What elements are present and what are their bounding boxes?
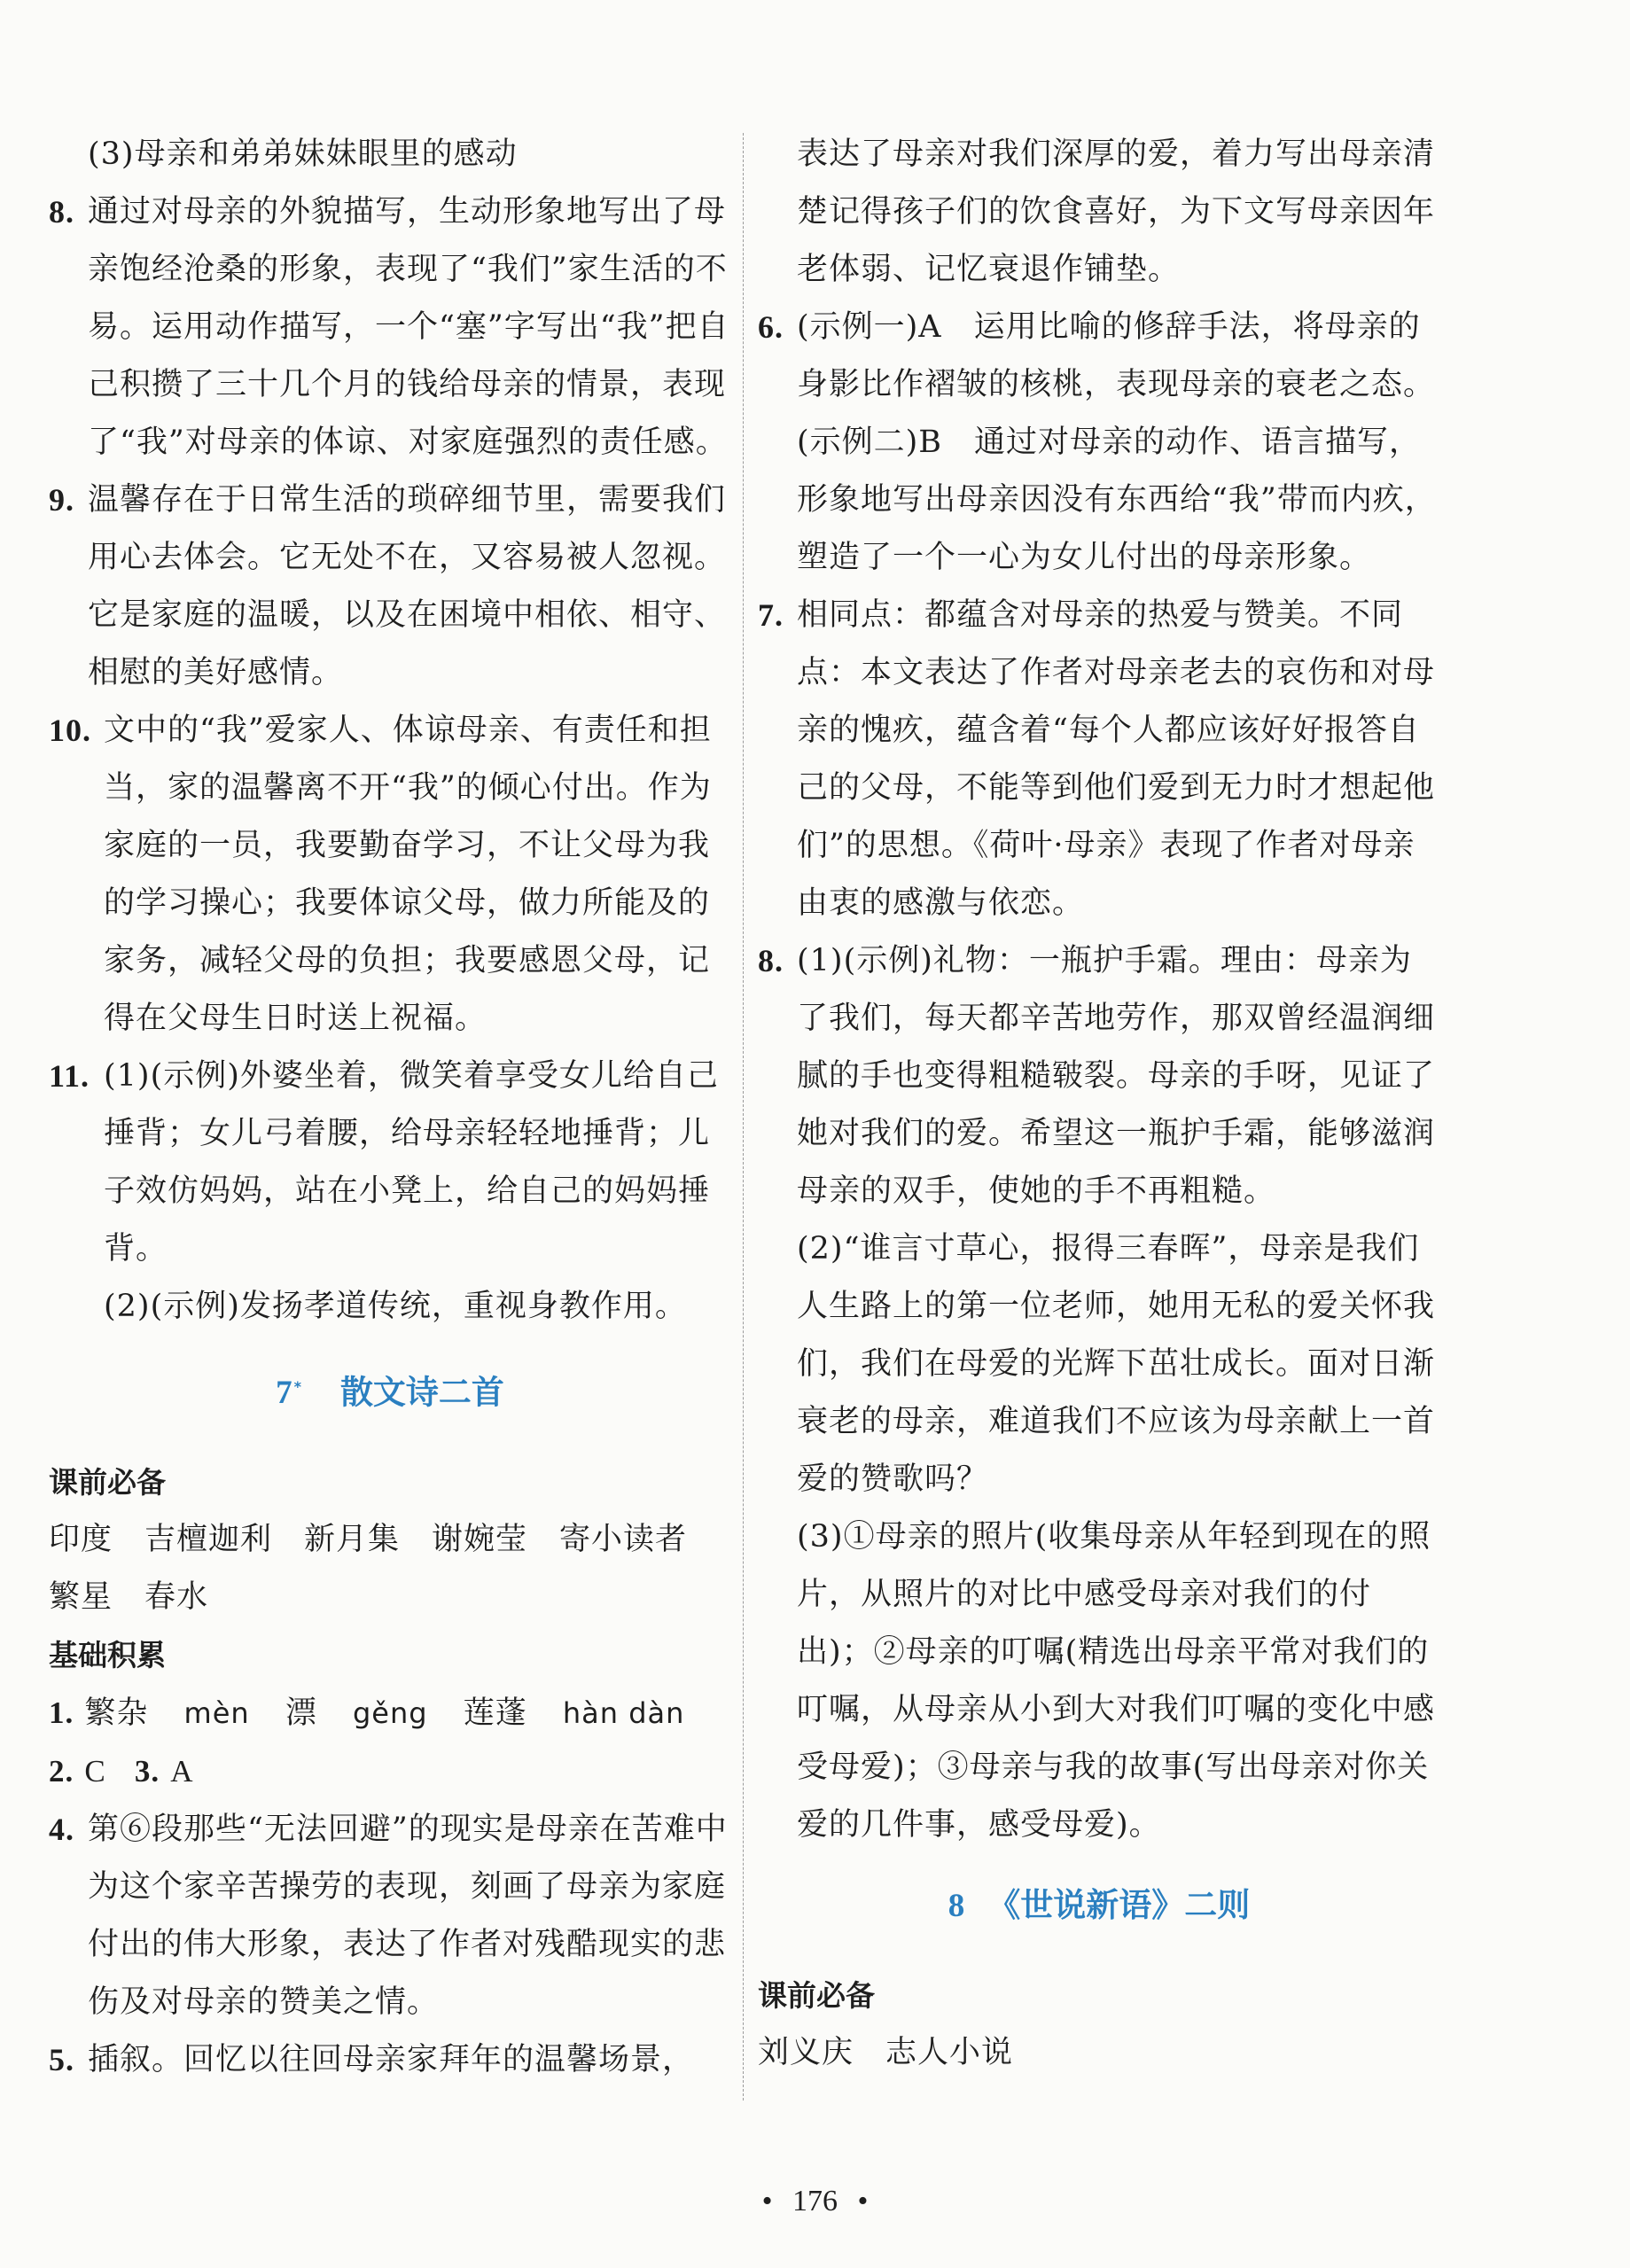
basic-item-1 bbox=[49, 1684, 731, 1742]
item-number: 3. bbox=[134, 1754, 160, 1789]
heading-jcjl: 基础积累 bbox=[49, 1638, 166, 1673]
answer-text: 通过对母亲的外貌描写，生动形象地写出了母亲饱经沧桑的形象，表现了“我们”家生活的不易。运用动作描写，一个“塞”字写出“我”把自己积攒了三十几个月的钱给母亲的情景，表现了“我”对母亲的体谅、对家庭强烈的责任感。 bbox=[88, 194, 729, 460]
section-title-text: 散文诗二首 bbox=[339, 1373, 504, 1412]
basic-item-2-3 bbox=[49, 1742, 731, 1801]
section-number: 7 bbox=[276, 1375, 292, 1412]
item-number: 6. bbox=[758, 309, 784, 345]
item-number: 9. bbox=[49, 482, 74, 518]
answer-text: 相同点：都蕴含对母亲的热爱与赞美。不同点：本文表达了作者对母亲老去的哀伤和对母亲的愧疚，蕴含着“每个人都应该好好报答自己的父母，不能等到他们爱到无力时才想起他们”的思想。《荷叶·母亲》表现了作者对母亲由衷的感激与依恋。 bbox=[797, 597, 1436, 921]
section-number: 8 bbox=[948, 1888, 965, 1924]
heading-kqbb: 课前必备 bbox=[49, 1465, 166, 1500]
basic-item-5-continued: 表达了母亲对我们深厚的爱，着力写出母亲清楚记得孩子们的饮食喜好，为下文写母亲因年老体弱、记忆衰退作铺垫。 bbox=[797, 136, 1436, 287]
item-number: 2. bbox=[49, 1754, 74, 1789]
answer-text: (示例一)A 运用比喻的修辞手法，将母亲的身影比作褶皱的核桃，表现母亲的衰老之态。 (示例二)B 通过对母亲的动作、语言描写，形象地写出母亲因没有东西给“我”带而内疚，塑造了一个一心为女儿付出的母亲形象。 bbox=[797, 309, 1452, 575]
item-number: 8. bbox=[49, 194, 74, 230]
column-divider bbox=[743, 133, 744, 2100]
heading-kqbb-2: 课前必备 bbox=[758, 1978, 875, 2013]
item-number: 10. bbox=[49, 713, 91, 748]
answer-item-11 bbox=[49, 1048, 731, 1278]
answer-letter: C bbox=[84, 1754, 106, 1789]
item-number: 11. bbox=[49, 1058, 90, 1094]
answer-letter: A bbox=[170, 1754, 194, 1789]
section-7-title bbox=[49, 1359, 731, 1422]
kqbb-text-2: 刘义庆 志人小说 bbox=[758, 2035, 1014, 2070]
answer-text: 插叙。回忆以往回母亲家拜年的温馨场景， bbox=[88, 2042, 695, 2078]
answer-item-9 bbox=[49, 472, 731, 702]
answer-11-sub2: (2)(示例)发扬孝道传统，重视身教作用。 bbox=[104, 1289, 687, 1324]
pinyin: gěng bbox=[352, 1696, 428, 1731]
pinyin: hàn dàn bbox=[562, 1696, 685, 1731]
word: 繁杂 bbox=[84, 1695, 149, 1732]
kqbb-text: 印度 吉檀迦利 新月集 谢婉莹 寄小读者 繁星 春水 bbox=[49, 1522, 720, 1616]
basic-item-7 bbox=[758, 587, 1440, 932]
word: 莲蓬 bbox=[463, 1695, 527, 1732]
item-number: 5. bbox=[49, 2042, 74, 2078]
answer-text: (1)(示例)礼物：一瓶护手霜。理由：母亲为了我们，每天都辛苦地劳作，那双曾经温润细腻的手也变得粗糙皲裂。母亲的手呀，见证了她对我们的爱。希望这一瓶护手霜，能够滋润母亲的双手，使她的手不再粗糙。 bbox=[797, 943, 1436, 1209]
pinyin: mèn bbox=[183, 1696, 250, 1731]
word: 漂 bbox=[285, 1695, 317, 1732]
basic-item-8-sub2: (2)“谁言寸草心，报得三春晖”，母亲是我们人生路上的第一位老师，她用无私的爱关怀我们，我们在母爱的光辉下茁壮成长。面对日渐衰老的母亲，难道我们不应该为母亲献上一首爱的赞歌吗？ bbox=[797, 1231, 1436, 1497]
left-column bbox=[49, 126, 731, 2089]
section-title-text: 《世说新语》二则 bbox=[987, 1886, 1251, 1924]
asterisk-mark: * bbox=[293, 1378, 301, 1395]
basic-item-4 bbox=[49, 1801, 731, 2031]
answer-text: 第⑥段那些“无法回避”的现实是母亲在苦难中为这个家辛苦操劳的表现，刻画了母亲为家庭付出的伟大形象，表达了作者对残酷现实的悲伤及对母亲的赞美之情。 bbox=[88, 1812, 728, 2021]
answer-3: (3)母亲和弟弟妹妹眼里的感动 bbox=[88, 136, 518, 172]
answer-text: 文中的“我”爱家人、体谅母亲、有责任和担当，家的温馨离不开“我”的倾心付出。作为家庭的一员，我要勤奋学习，不让父母为我的学习操心；我要体谅父母，做力所能及的家务，减轻父母的负担；我要感恩父母，记得在父母生日时送上祝福。 bbox=[104, 713, 712, 1036]
answer-text: 温馨存在于日常生活的琐碎细节里，需要我们用心去体会。它无处不在，又容易被人忽视。它是家庭的温暖，以及在困境中相依、相守、相慰的美好感情。 bbox=[88, 482, 727, 690]
footer-dot: • bbox=[761, 2185, 773, 2217]
answer-item-8 bbox=[49, 183, 731, 472]
basic-item-5 bbox=[49, 2031, 731, 2089]
section-8-title bbox=[758, 1877, 1440, 1935]
right-column bbox=[758, 126, 1452, 2082]
item-number: 1. bbox=[49, 1695, 74, 1731]
page-number: 176 bbox=[792, 2185, 838, 2217]
page-footer bbox=[0, 2185, 1630, 2218]
basic-item-8-sub3: (3)①母亲的照片(收集母亲从年轻到现在的照片，从照片的对比中感受母亲对我们的付出)；②母亲的叮嘱(精选出母亲平常对我们的叮嘱，从母亲从小到大对我们叮嘱的变化中感受母爱)；③母亲与我的故事(写出母亲对你关爱的几件事，感受母爱)。 bbox=[797, 1519, 1436, 1843]
basic-item-8 bbox=[758, 932, 1440, 1220]
answer-text: (1)(示例)外婆坐着，微笑着享受女儿给自己捶背；女儿弓着腰，给母亲轻轻地捶背；儿子效仿妈妈，站在小凳上，给自己的妈妈捶背。 bbox=[104, 1058, 719, 1266]
footer-dot: • bbox=[857, 2185, 869, 2217]
item-number: 4. bbox=[49, 1812, 74, 1848]
answer-item-10 bbox=[49, 702, 731, 1048]
basic-item-6 bbox=[758, 299, 1452, 587]
item-number: 7. bbox=[758, 597, 784, 633]
item-number: 8. bbox=[758, 943, 784, 978]
